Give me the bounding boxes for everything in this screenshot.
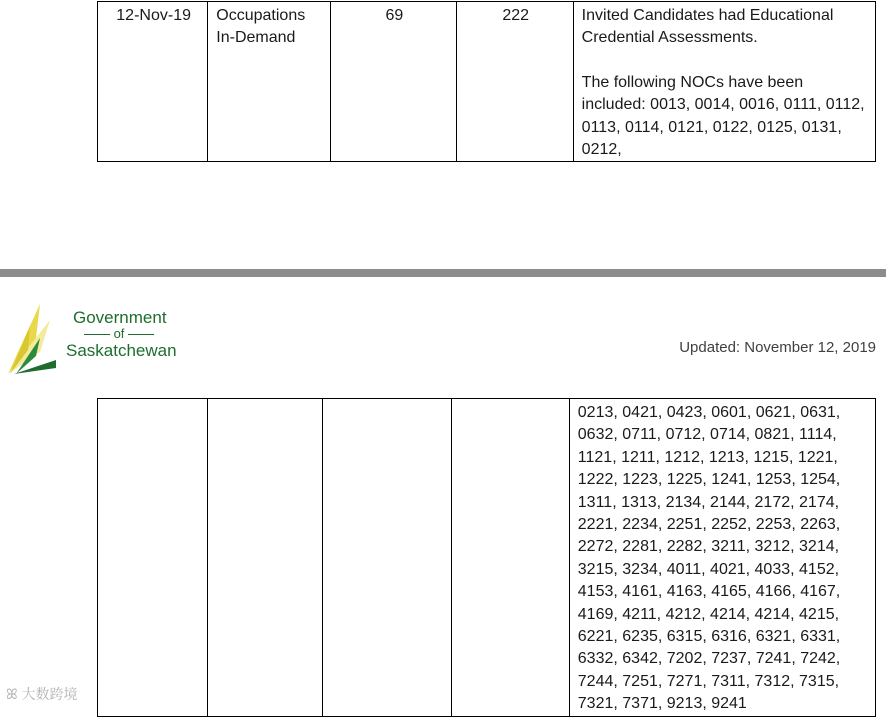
government-of-saskatchewan-logo [6, 298, 178, 378]
logo-line-government: Government [73, 308, 167, 327]
score-cell: 69 [331, 2, 457, 162]
table-row [98, 2, 876, 162]
wheat-sheaf-icon [6, 298, 66, 378]
table-row [98, 399, 876, 717]
draw-date-cell: 12-Nov-19 [98, 2, 208, 162]
draws-table-continued [97, 398, 876, 717]
notes-line-2: The following NOCs have been included: 0013, 0014, 0016, 0111, 0112, 0113, 0114, 0121, 0122, 0125, 0131, 0212, [581, 73, 865, 159]
category-cell [208, 399, 323, 717]
notes-cell [569, 399, 875, 717]
logo-line-saskatchewan: Saskatchewan [66, 341, 177, 360]
logo-wordmark [66, 308, 182, 360]
watermark-icon: ꕤ [6, 686, 18, 702]
invitations-cell: 222 [456, 2, 573, 162]
category-cell: Occupations In-Demand [208, 2, 331, 162]
draw-date-cell [98, 399, 208, 717]
invitations-cell [451, 399, 569, 717]
page-divider [0, 269, 886, 277]
score-cell [322, 399, 451, 717]
updated-date: Updated: November 12, 2019 [679, 339, 876, 356]
notes-line-1: Invited Candidates had Educational Credential Assessments. [581, 7, 834, 47]
draws-table-top [97, 1, 876, 162]
watermark [6, 684, 78, 704]
notes-cell [573, 2, 875, 162]
noc-list-continued: 0213, 0421, 0423, 0601, 0621, 0631, 0632, 0711, 0712, 0714, 0821, 1114, 1121, 1211, 1212, 1213, 1215, 1221, 1222, 1223, 1225, 1241, 1253, 1254, 1311, 1313, 2134, 2144, 2172, 2174, 2221, 2234, 2251, 2252, 2253, 2263, 2272, 2281, 2282, 3211, 3212, 3214, 3215, 3234, 4011, 4021, 4033, 4152, 4153, 4161, 4163, 4165, 4166, 4167, 4169, 4211, 4212, 4214, 4214, 4215, 6221, 6235, 6315, 6316, 6321, 6331, 6332, 6342, 7202, 7237, 7241, 7242, 7244, 7251, 7271, 7311, 7312, 7315, 7321, 7371, 9213, 9241 [577, 404, 841, 713]
logo-line-of: of [80, 327, 158, 341]
watermark-text: 大数跨境 [21, 686, 78, 702]
